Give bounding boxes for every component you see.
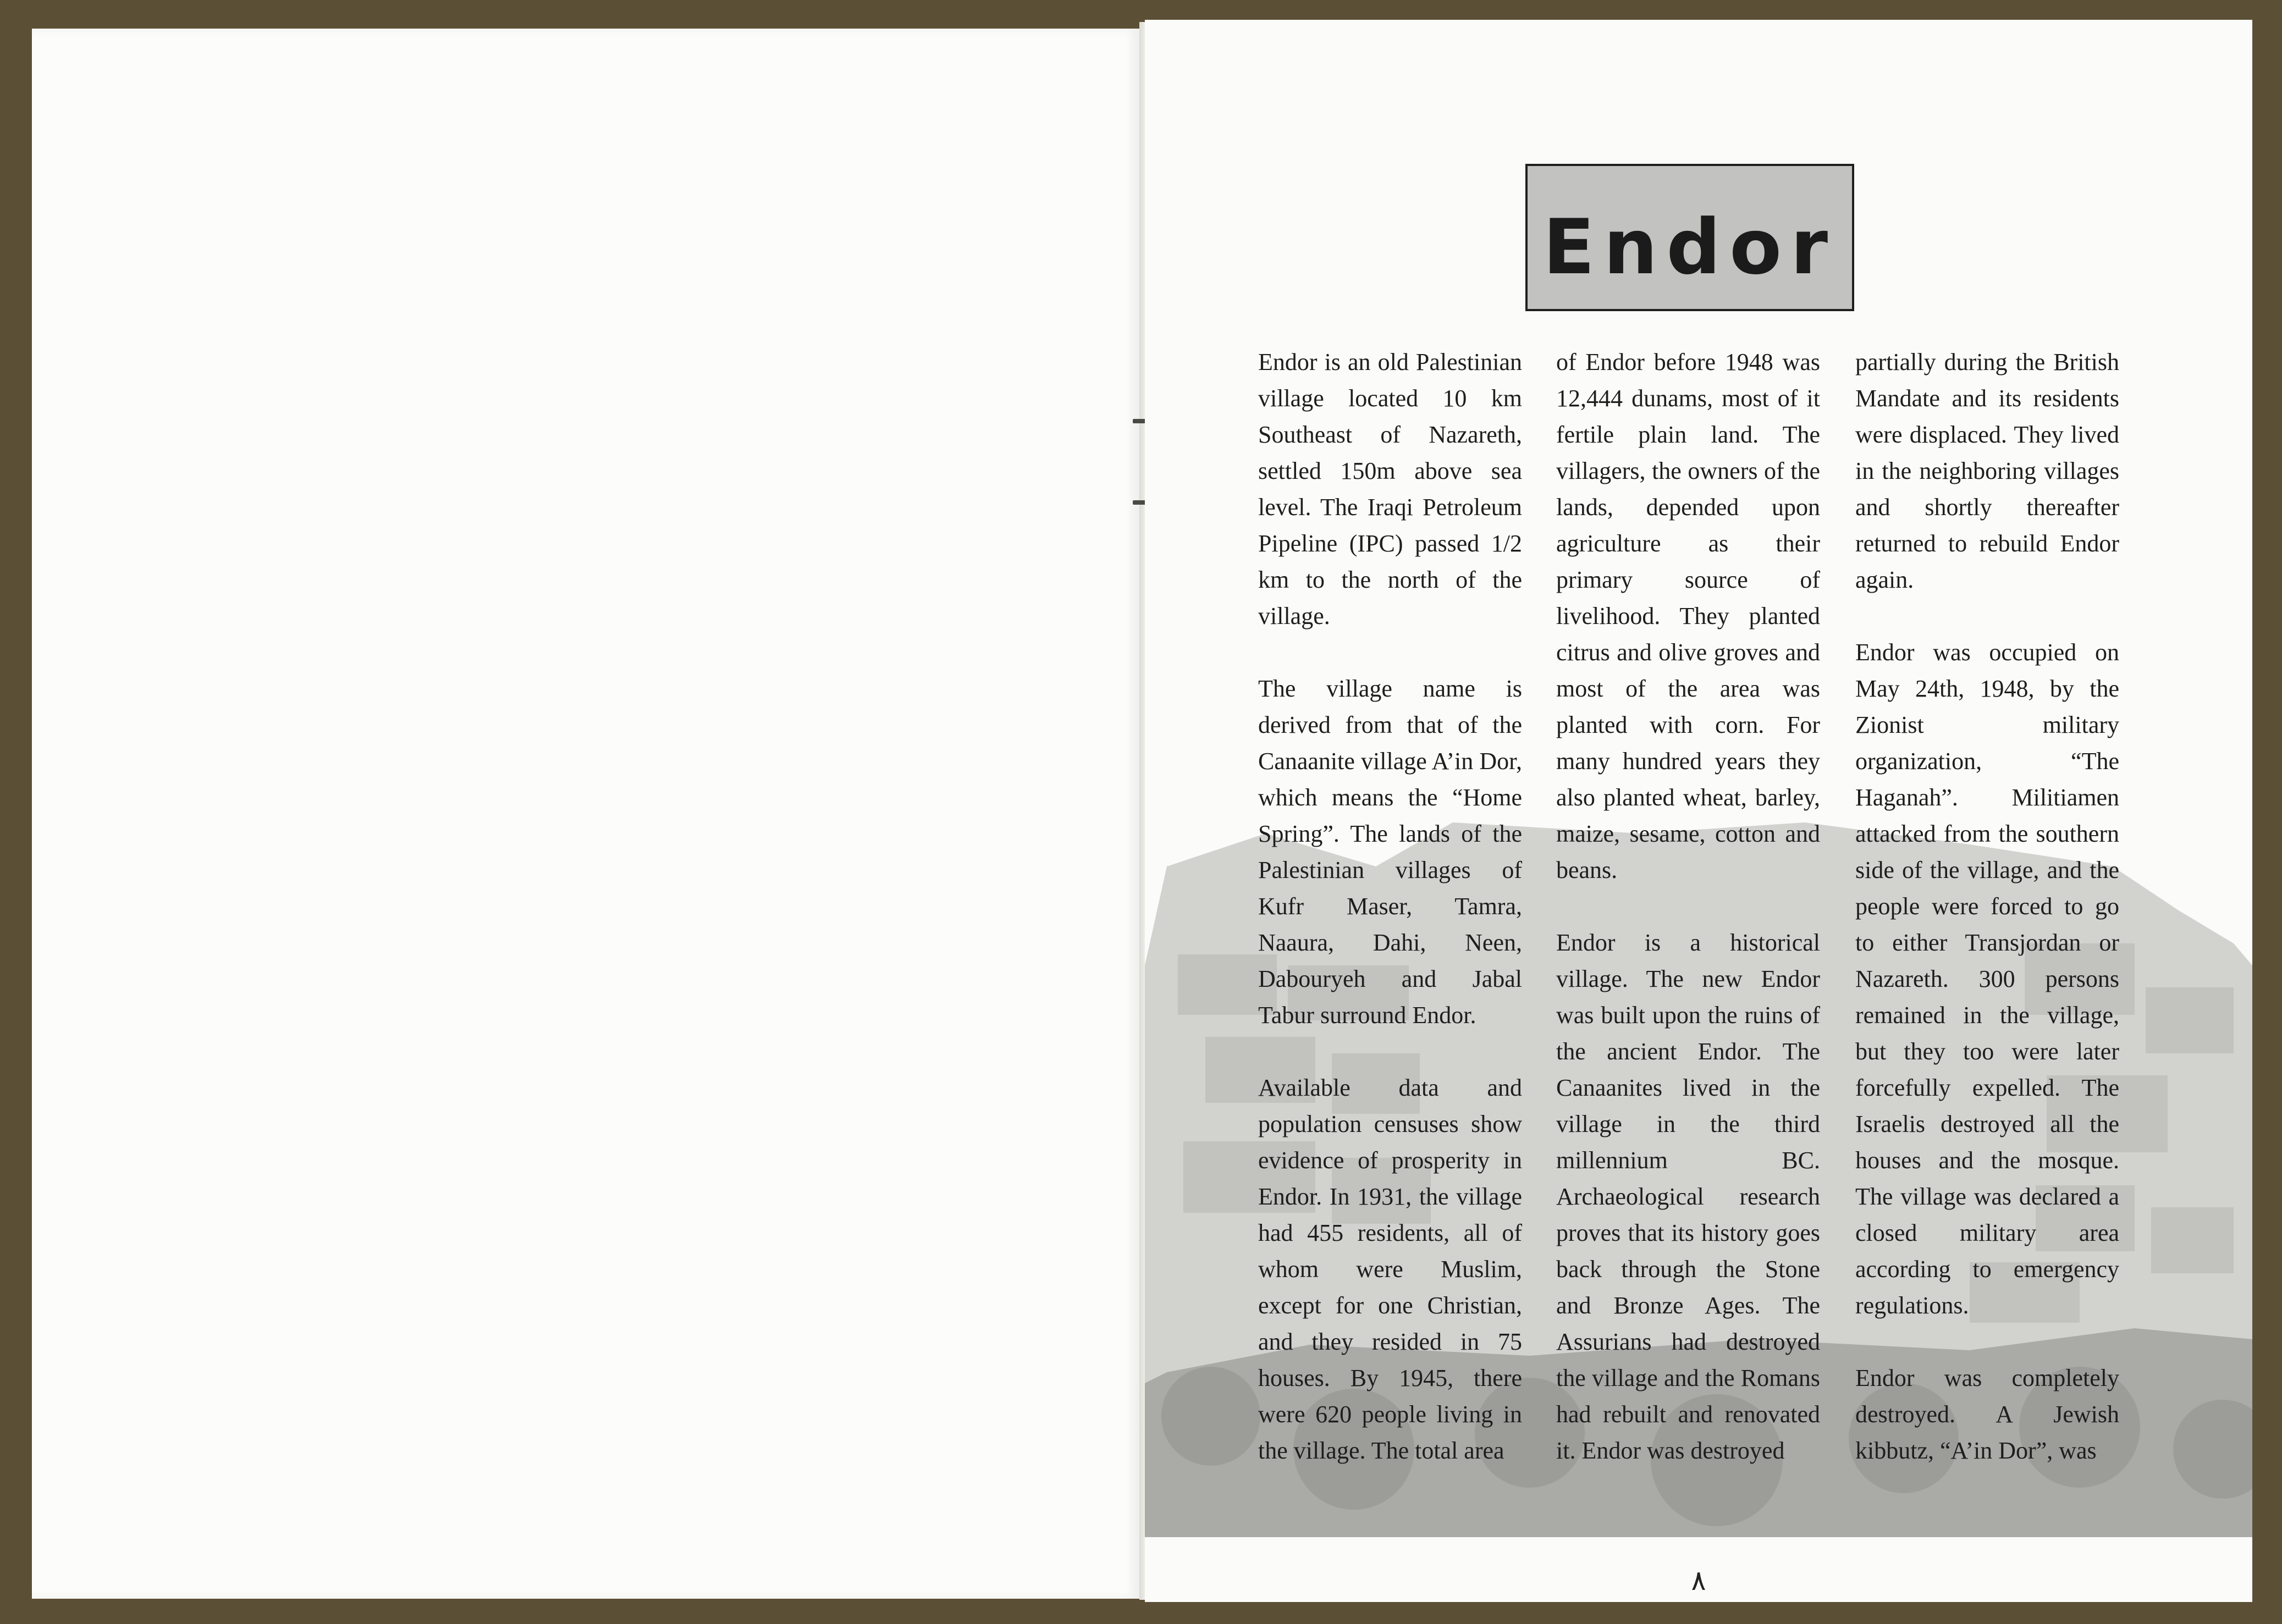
text-column-3 <box>1855 344 2119 1469</box>
paragraph: partially during the British Mandate and its residents were displaced. They lived in the neighboring villages and shortly thereafter returned to rebuild Endor again. <box>1855 349 2119 593</box>
paragraph: Endor was completely destroyed. A Jewish kibbutz, “A’in Dor”, was <box>1855 1365 2119 1464</box>
paragraph: Endor is an old Palestinian village located 10 km Southeast of Nazareth, settled 150m above sea level. The Iraqi Petroleum Pipeline (IPC) passed 1/2 km to the north of the village. <box>1258 349 1522 629</box>
title-box <box>1525 164 1854 311</box>
text-column-1 <box>1258 344 1522 1469</box>
page-title: Endor <box>1542 202 1837 291</box>
paragraph: The village name is derived from that of the Canaanite village A’in Dor, which means the “Home Spring”. The lands of the Palestinian villages of Kufr Maser, Tamra, Naaura, Dahi, Neen, Dabouryeh and Jabal Tabur surround Endor. <box>1258 675 1522 1029</box>
paragraph: of Endor before 1948 was 12,444 dunams, most of it fertile plain land. The villagers, the owners of the lands, depended upon agriculture as their primary source of livelihood. They planted citrus and olive groves and most of the area was planted with corn. For many hundred years they also planted wheat, barley, maize, sesame, cotton and beans. <box>1556 349 1820 883</box>
left-page-blank <box>32 29 1140 1599</box>
paragraph: Available data and population censuses show evidence of prosperity in Endor. In 1931, the village had 455 residents, all of whom were Muslim, except for one Christian, and they resided in 75 houses. By 1945, there were 620 people living in the village. The total area <box>1258 1074 1522 1464</box>
page-number: ٨ <box>1691 1565 1706 1597</box>
paragraph: Endor is a historical village. The new Endor was built upon the ruins of the ancient Endor. The Canaanites lived in the village in the third millennium BC. Archaeological research proves that its history goes back through the Stone and Bronze Ages. The Assurians had destroyed the village and the Romans had rebuilt and renovated it. Endor was destroyed <box>1556 929 1820 1464</box>
paragraph: Endor was occupied on May 24th, 1948, by the Zionist military organization, “The Haganah”. Militiamen attacked from the southern side of the village, and the people were forced to go to either Transjordan or Nazareth. 300 persons remained in the village, but they too were later forcefully expelled. The Israelis destroyed all the houses and the mosque. The village was declared a closed military area according to emergency regulations. <box>1855 639 2119 1319</box>
text-column-2 <box>1556 344 1820 1469</box>
right-page <box>1145 20 2252 1602</box>
